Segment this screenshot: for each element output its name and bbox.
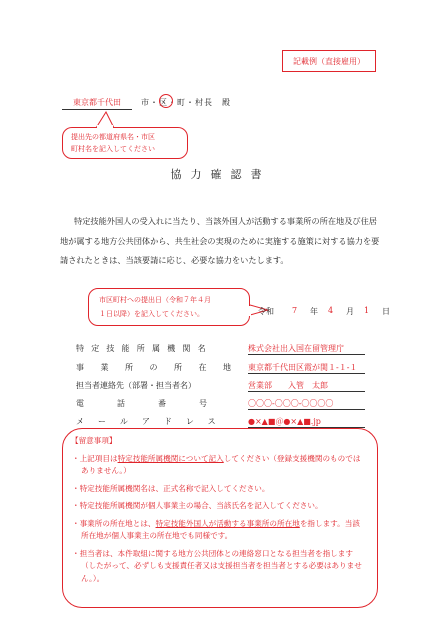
addressee-prefecture-city: 東京都千代田	[62, 97, 132, 110]
note-item: ・特定技能所属機関名は、正式名称で記入してください。	[72, 483, 270, 493]
notes-title: 【留意事項】	[71, 436, 117, 445]
note-item: ・事業所の所在地とは、特定技能外国人が活動する事業所の所在地を指します。当該所在地が個人事業主の所在地でも同様です。	[72, 518, 360, 540]
date-day-unit: 日	[382, 307, 390, 316]
date-era: 令和	[258, 307, 274, 316]
info-label: 電話番号	[76, 399, 240, 408]
note-item: ・上記項目は特定技能所属機関について記入してください（登録支援機関のものではありません。）	[72, 453, 361, 475]
info-value: 東京都千代田区霞が関１-１-１	[248, 362, 365, 374]
addressee-suffix: 市・区・町・村長 殿	[141, 98, 231, 107]
info-label: 担当者連絡先（部署・担当者名）	[76, 381, 196, 390]
notes-box	[62, 428, 378, 608]
date-month-unit: 月	[346, 307, 354, 316]
note-item: ・担当者は、本件取組に関する地方公共団体との連絡窓口となる担当者を指します（したがって、必ずしも支援責任者又は支援担当者を担当者とする必要はありません。）。	[72, 548, 362, 583]
example-stamp: 記載例（直接雇用）	[282, 50, 376, 72]
date-callout-gap	[247, 306, 251, 316]
date-month: 4	[328, 306, 334, 315]
note-item: ・特定技能所属機関が個人事業主の場合、当該氏名を記入してください。	[72, 501, 323, 510]
address-callout: 提出先の都道府県名・市区 町村名を記入してください	[62, 127, 188, 159]
date-year-unit: 年	[310, 307, 318, 316]
date-year: 7	[292, 306, 298, 315]
info-value: 株式会社出入国在留管理庁	[248, 343, 365, 355]
info-value: 営業部 入管 太郎	[248, 380, 365, 392]
info-label: メールアドレス	[76, 417, 230, 426]
document-title: 協力確認書	[170, 168, 271, 181]
ku-option: 区	[159, 98, 168, 107]
info-value: ●×▲■＠●×▲■.jp	[248, 416, 365, 428]
info-label: 事業所の所在地	[76, 363, 248, 372]
date-day: 1	[364, 306, 370, 315]
info-value: 〇〇〇-〇〇〇-〇〇〇〇	[248, 398, 365, 410]
document-body: 特定技能外国人の受入れに当たり、当該外国人が活動する事業所の所在地及び住居地が属する地方公共団体から、共生社会の実現のために実施する施策に対する協力を要請されたときは、当該要請に応じ、必要な協力をいたします。	[60, 216, 380, 265]
date-callout: 市区町村への提出日（令和７年４月 １日以降）を記入してください。	[88, 288, 250, 326]
info-label: 特定技能所属機関名	[76, 344, 213, 353]
address-callout-gap	[96, 125, 114, 129]
